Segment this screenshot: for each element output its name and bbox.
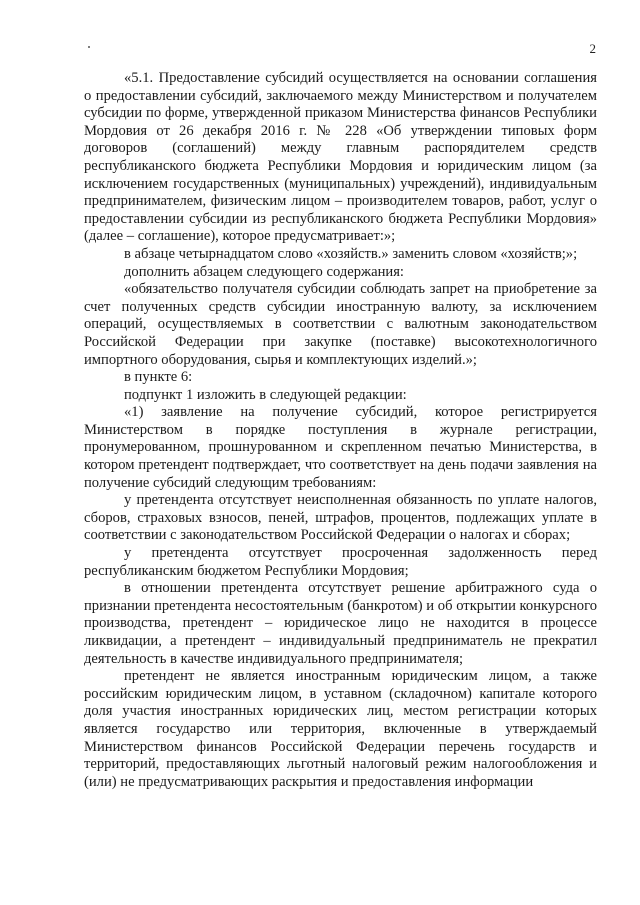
paragraph-subpoint-1-intro: подпункт 1 изложить в следующей редакции: bbox=[124, 386, 407, 403]
paragraph-currency-prohibition: «обязательство получателя субсидии соблюдать запрет на приобретение за счет полученных средств субсидии иностранную валюту, за исключением операций, осуществляемых в соответствии с валютным законодательством Российской Федерации при закупке (поставке) высокотехнологичного импортного оборудования, сырья и комплектующих изделий.»; bbox=[84, 281, 597, 368]
page-number: 2 bbox=[589, 41, 596, 56]
scan-speck bbox=[88, 46, 90, 48]
paragraph-add-clause-intro: дополнить абзацем следующего содержания: bbox=[124, 263, 404, 280]
paragraph-application: «1) заявление на получение субсидий, которое регистрируется Министерством в порядке поступления в журнале регистрации, пронумерованном, прошнурованном и скрепленном печатью Министерства, в котором претендент подтверждает, что соответствует на день подачи заявления на получение субсидий следующим требованиям: bbox=[84, 404, 597, 491]
paragraph-no-bankruptcy: в отношении претендента отсутствует решение арбитражного суда о признании претендента несостоятельным (банкротом) и об открытии конкурсного производства, претендент – юридическое лицо не находится в процессе ликвидации, а претендент – индивидуальный предприниматель не прекратил деятельность в качестве индивидуального предпринимателя; bbox=[84, 580, 597, 667]
paragraph-no-tax-debt: у претендента отсутствует неисполненная обязанность по уплате налогов, сборов, страховых взносов, пеней, штрафов, процентов, подлежащих уплате в соответствии с законодательством Российской Федерации о налогах и сборах; bbox=[84, 492, 597, 544]
document-body bbox=[84, 70, 597, 791]
paragraph-no-overdue-debt: у претендента отсутствует просроченная задолженность перед республиканским бюджетом Республики Мордовия; bbox=[84, 545, 597, 579]
paragraph-fourteenth-amendment: в абзаце четырнадцатом слово «хозяйств.» заменить словом «хозяйств;»; bbox=[124, 245, 578, 262]
paragraph-5-1: «5.1. Предоставление субсидий осуществляется на основании соглашения о предоставлении субсидий, заключаемого между Министерством и получателем субсидии по форме, утвержденной приказом Министерства финансов Республики Мордовия от 26 декабря 2016 г. № 228 «Об утверждении типовых форм договоров (соглашений) между главным распорядителем средств республиканского бюджета Республики Мордовия и юридическим лицом (за исключением государственных (муниципальных) учреждений), индивидуальным предпринимателем, физическим лицом – производителем товаров, работ, услуг о предоставлении субсидии из республиканского бюджета Республики Мордовия» (далее – соглашение), которое предусматривает:»; bbox=[84, 70, 597, 245]
paragraph-point-6: в пункте 6: bbox=[124, 369, 193, 386]
paragraph-not-foreign-entity: претендент не является иностранным юридическим лицом, а также российским юридическим лицом, в уставном (складочном) капитале которого доля участия иностранных юридических лиц, местом регистрации которых является государство или территория, включенные в утверждаемый Министерством финансов Российской Федерации перечень государств и территорий, предоставляющих льготный налоговый режим налогообложения и (или) не предусматривающих раскрытия и предоставления информации bbox=[84, 668, 597, 790]
